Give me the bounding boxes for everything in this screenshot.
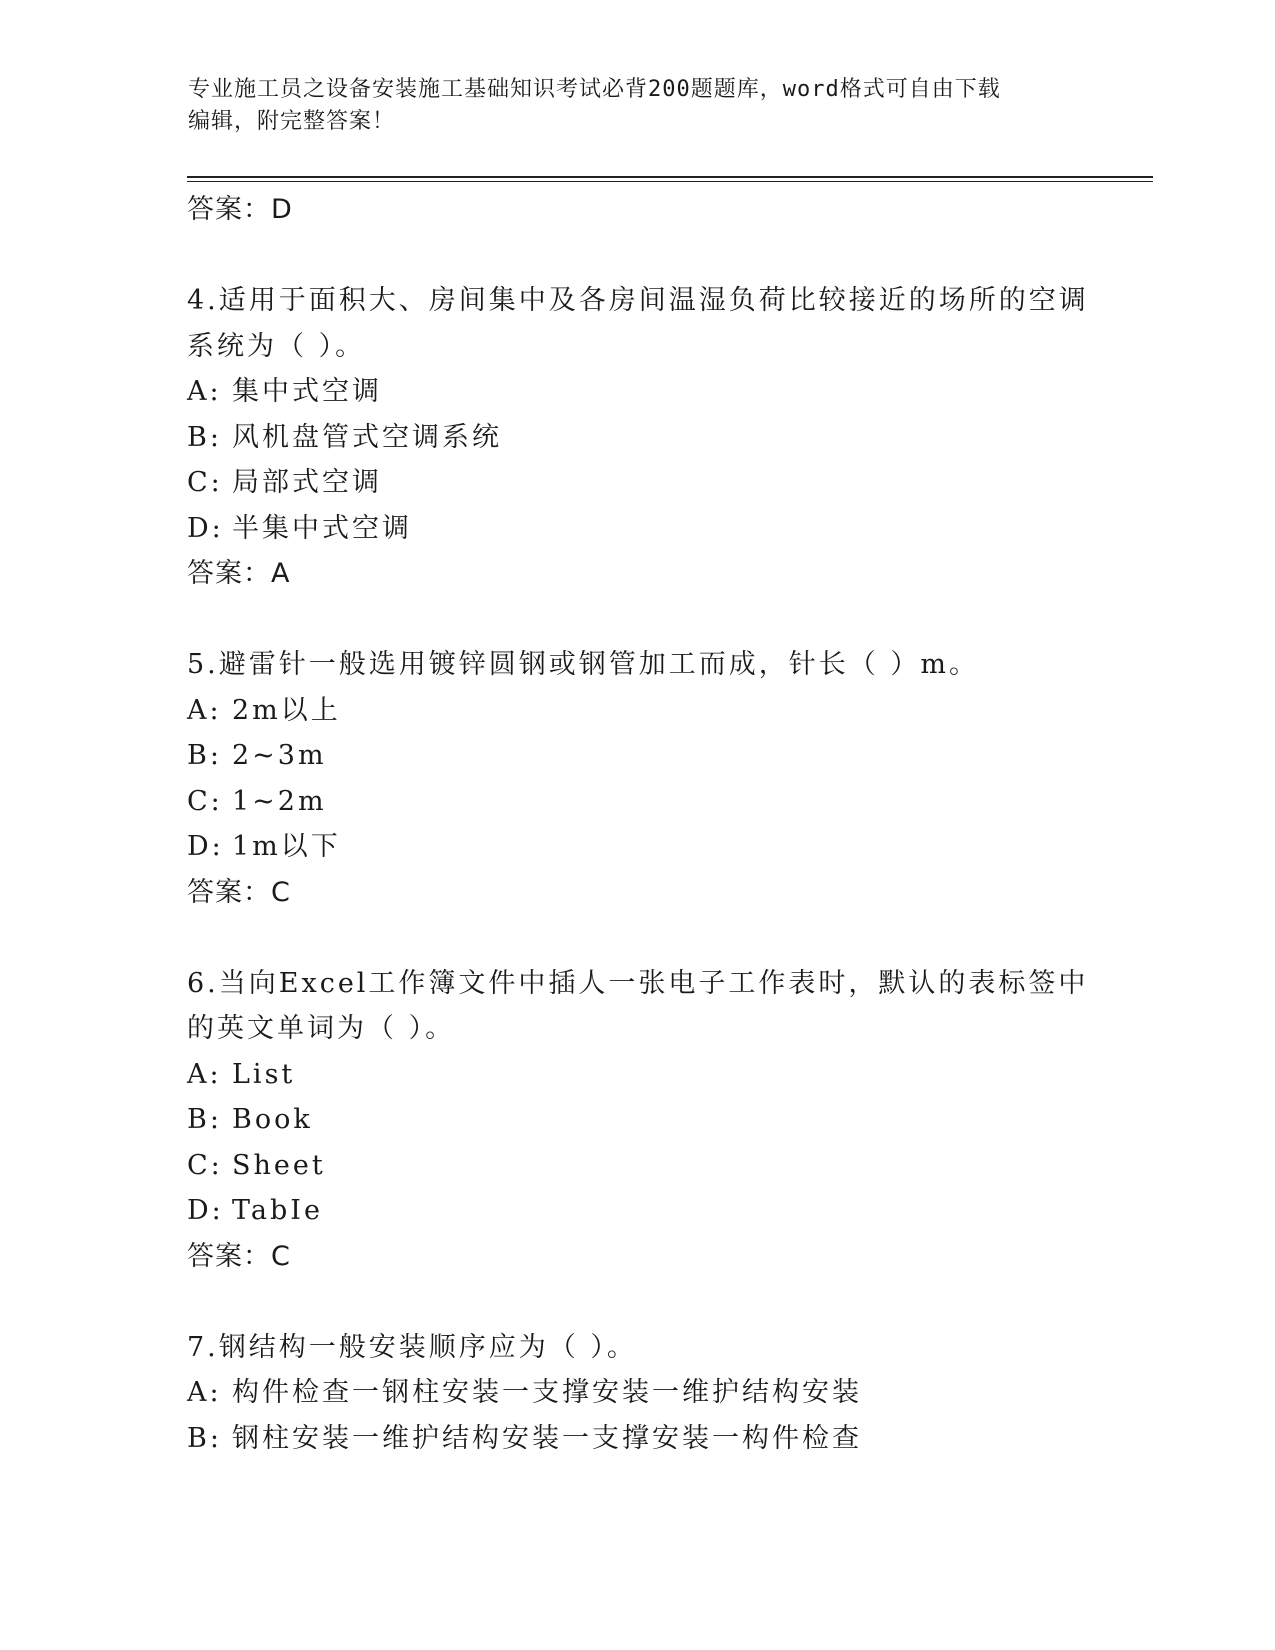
answer-value: C	[271, 1240, 291, 1272]
option-key: A:	[187, 1058, 222, 1090]
option-text: 局部式空调	[232, 467, 382, 498]
answer-prefix: 答案：	[187, 194, 271, 225]
question-block	[187, 642, 1087, 961]
option-key: C:	[187, 1149, 223, 1181]
header-rule-thick	[187, 176, 1153, 178]
option-text: 集中式空调	[232, 376, 382, 407]
option-key: B:	[187, 1104, 222, 1135]
answer-line	[187, 1234, 1087, 1280]
question-block	[187, 278, 1087, 642]
option-key: B:	[187, 1422, 222, 1454]
option-key: D:	[187, 1195, 224, 1226]
option-a	[187, 1370, 1087, 1416]
question-stem: 的英文单词为（ ）。	[187, 1013, 456, 1044]
option-text: 1~2m	[232, 785, 327, 817]
answer-prefix: 答案：	[187, 876, 271, 908]
question-stem: 7.钢结构一般安装顺序应为（ ）。	[187, 1331, 637, 1363]
option-b	[187, 1097, 1087, 1143]
header-line-1: 专业施工员之设备安装施工基础知识考试必背200题题库，word格式可自由下载	[188, 77, 1001, 102]
spacer	[187, 915, 1087, 961]
option-key: C:	[187, 467, 223, 498]
answer-line	[187, 551, 1087, 597]
option-key: C:	[187, 785, 223, 817]
option-text: 半集中式空调	[232, 512, 412, 544]
question-block	[187, 961, 1087, 1325]
option-d	[187, 506, 1087, 552]
questions-container	[187, 278, 1087, 1461]
question-list	[187, 187, 1087, 1461]
answer-value: A	[271, 558, 291, 589]
option-b	[187, 415, 1087, 461]
option-text: 2~3m	[232, 740, 327, 771]
answer-value: D	[271, 194, 293, 225]
header-rule-thin	[187, 181, 1153, 182]
option-text: TabIe	[232, 1195, 323, 1226]
header-line-2: 编辑，附完整答案！	[188, 109, 396, 134]
option-key: B:	[187, 740, 222, 771]
question-stem: 4.适用于面积大、房间集中及各房间温湿负荷比较接近的场所的空调	[187, 285, 1089, 316]
option-b	[187, 733, 1087, 779]
answer-prefix: 答案：	[187, 558, 271, 589]
spacer	[187, 1279, 1087, 1325]
option-d	[187, 1188, 1087, 1234]
option-b	[187, 1416, 1087, 1462]
question-stem: 6.当向Excel工作簿文件中插人一张电子工作表时，默认的表标签中	[187, 967, 1089, 999]
option-c	[187, 1143, 1087, 1189]
option-text: 1m以下	[232, 831, 341, 862]
option-text: Book	[232, 1104, 313, 1135]
option-a	[187, 688, 1087, 734]
answer-value: C	[271, 876, 291, 908]
option-key: D:	[187, 512, 224, 544]
option-text: 风机盘管式空调系统	[232, 421, 502, 453]
option-key: A:	[187, 376, 222, 407]
option-text: 钢柱安装一维护结构安装一支撑安装一构件检查	[232, 1422, 862, 1454]
answer-line	[187, 870, 1087, 916]
option-a	[187, 369, 1087, 415]
option-key: A:	[187, 694, 222, 726]
answer-prefix: 答案：	[187, 1240, 271, 1272]
option-d	[187, 824, 1087, 870]
answer-line	[187, 187, 1087, 233]
spacer	[187, 233, 1087, 279]
option-key: A:	[187, 1377, 222, 1408]
question-block	[187, 1325, 1087, 1462]
spacer	[187, 597, 1087, 643]
option-key: B:	[187, 421, 222, 453]
option-key: D:	[187, 831, 224, 862]
option-text: Sheet	[232, 1149, 326, 1181]
document-header	[188, 74, 1068, 138]
option-text: 构件检查一钢柱安装一支撑安装一维护结构安装	[232, 1377, 862, 1408]
question-stem: 系统为（ ）。	[187, 330, 366, 362]
question-stem: 5.避雷针一般选用镀锌圆钢或钢管加工而成，针长（ ）m。	[187, 649, 979, 680]
option-c	[187, 779, 1087, 825]
option-text: List	[232, 1058, 296, 1090]
option-text: 2m以上	[232, 694, 341, 726]
option-c	[187, 460, 1087, 506]
option-a	[187, 1052, 1087, 1098]
